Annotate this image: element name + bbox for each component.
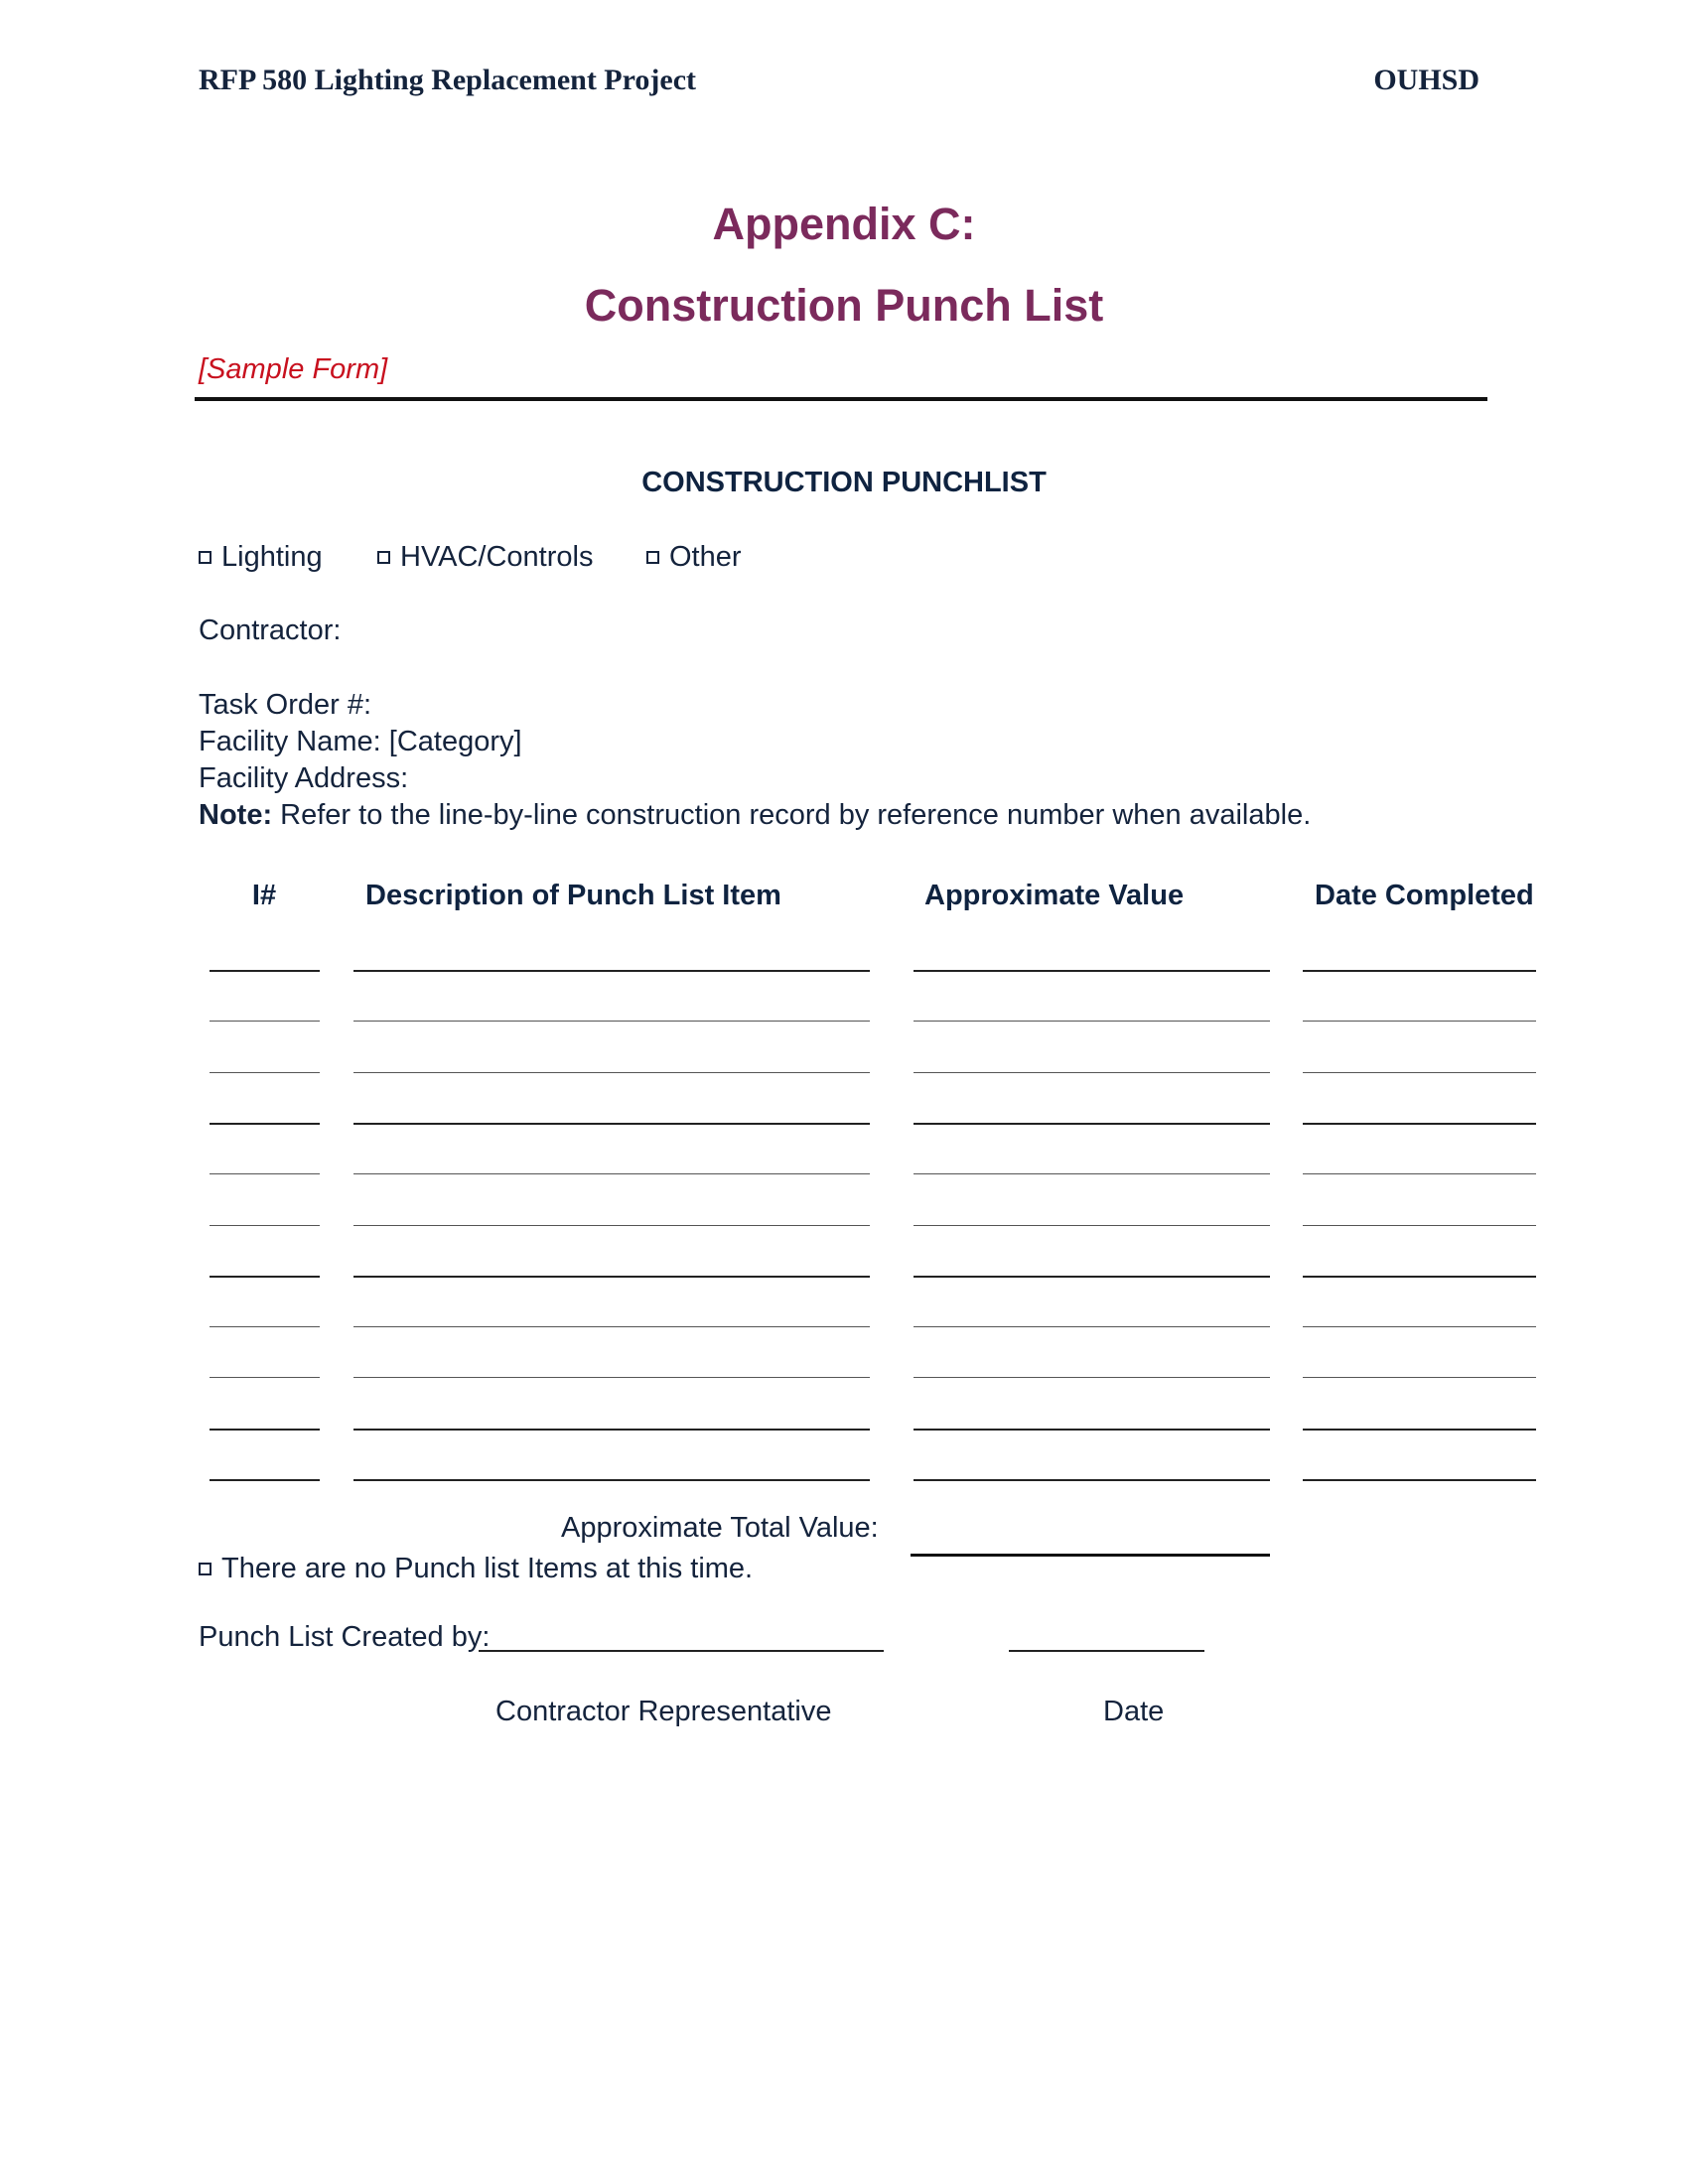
approximate-value-line[interactable] [914,1123,1270,1125]
sample-form-label: [Sample Form] [199,353,388,385]
task-order-field: Task Order #: [199,689,372,721]
description-line[interactable] [353,1326,870,1327]
checkbox-no-items[interactable] [199,1553,753,1585]
document-title: Construction Punch List [584,280,1104,331]
approximate-value-line[interactable] [914,1072,1270,1073]
column-header-approximate-value: Approximate Value [924,880,1185,911]
description-line[interactable] [353,1479,870,1481]
note-label: Note: [199,799,273,831]
checkbox-hvac-controls[interactable] [377,541,593,574]
approximate-value-line[interactable] [914,970,1270,972]
item-number-line[interactable] [210,1021,320,1022]
approximate-value-line[interactable] [914,1429,1270,1431]
date-completed-line[interactable] [1303,1326,1536,1327]
item-number-line[interactable] [210,970,320,972]
total-value-line[interactable] [911,1554,1270,1557]
section-title: CONSTRUCTION PUNCHLIST [641,467,1047,498]
checkbox-label: There are no Punch list Items at this time. [221,1553,754,1584]
header-organization: OUHSD [1373,64,1479,96]
checkbox-label: Other [669,541,742,573]
item-number-line[interactable] [210,1276,320,1278]
created-by-label: Punch List Created by: [199,1621,491,1653]
note-paragraph [199,799,1311,832]
item-number-line[interactable] [210,1479,320,1481]
date-label: Date [1103,1696,1165,1727]
checkbox-icon[interactable] [377,551,390,564]
approximate-value-line[interactable] [914,1173,1270,1174]
date-completed-line[interactable] [1303,1429,1536,1431]
date-line[interactable] [1009,1650,1204,1652]
approximate-value-line[interactable] [914,1276,1270,1278]
date-completed-line[interactable] [1303,1479,1536,1481]
checkbox-label: HVAC/Controls [400,541,594,573]
description-line[interactable] [353,1225,870,1226]
checkbox-icon[interactable] [199,1563,211,1575]
approximate-value-line[interactable] [914,1326,1270,1327]
item-number-line[interactable] [210,1072,320,1073]
contractor-field: Contractor: [199,614,342,646]
facility-address-field: Facility Address: [199,762,409,794]
approximate-value-line[interactable] [914,1021,1270,1022]
total-value-label: Approximate Total Value: [561,1512,879,1544]
date-completed-line[interactable] [1303,970,1536,972]
contractor-representative-label: Contractor Representative [495,1696,832,1727]
date-completed-line[interactable] [1303,1276,1536,1278]
header-project-title: RFP 580 Lighting Replacement Project [199,64,697,96]
approximate-value-line[interactable] [914,1377,1270,1378]
column-header-description: Description of Punch List Item [365,880,781,911]
description-line[interactable] [353,1276,870,1278]
checkbox-other[interactable] [646,541,742,574]
checkbox-icon[interactable] [646,551,659,564]
appendix-title: Appendix C: [712,199,976,249]
description-line[interactable] [353,1072,870,1073]
description-line[interactable] [353,1377,870,1378]
item-number-line[interactable] [210,1123,320,1125]
approximate-value-line[interactable] [914,1225,1270,1226]
checkbox-icon[interactable] [199,551,211,564]
title-divider [195,397,1487,401]
approximate-value-line[interactable] [914,1479,1270,1481]
description-line[interactable] [353,970,870,972]
checkbox-lighting[interactable] [199,541,323,574]
date-completed-line[interactable] [1303,1225,1536,1226]
facility-name-field: Facility Name: [Category] [199,726,522,757]
column-header-item-number: I# [251,880,277,911]
item-number-line[interactable] [210,1377,320,1378]
item-number-line[interactable] [210,1326,320,1327]
description-line[interactable] [353,1173,870,1174]
column-header-date-completed: Date Completed [1315,880,1534,911]
date-completed-line[interactable] [1303,1173,1536,1174]
item-number-line[interactable] [210,1429,320,1431]
description-line[interactable] [353,1021,870,1022]
note-text: Refer to the line-by-line construction record by reference number when available. [272,799,1312,831]
description-line[interactable] [353,1429,870,1431]
item-number-line[interactable] [210,1225,320,1226]
item-number-line[interactable] [210,1173,320,1174]
date-completed-line[interactable] [1303,1021,1536,1022]
date-completed-line[interactable] [1303,1072,1536,1073]
date-completed-line[interactable] [1303,1377,1536,1378]
signature-line[interactable] [479,1650,884,1652]
date-completed-line[interactable] [1303,1123,1536,1125]
description-line[interactable] [353,1123,870,1125]
checkbox-label: Lighting [221,541,323,573]
